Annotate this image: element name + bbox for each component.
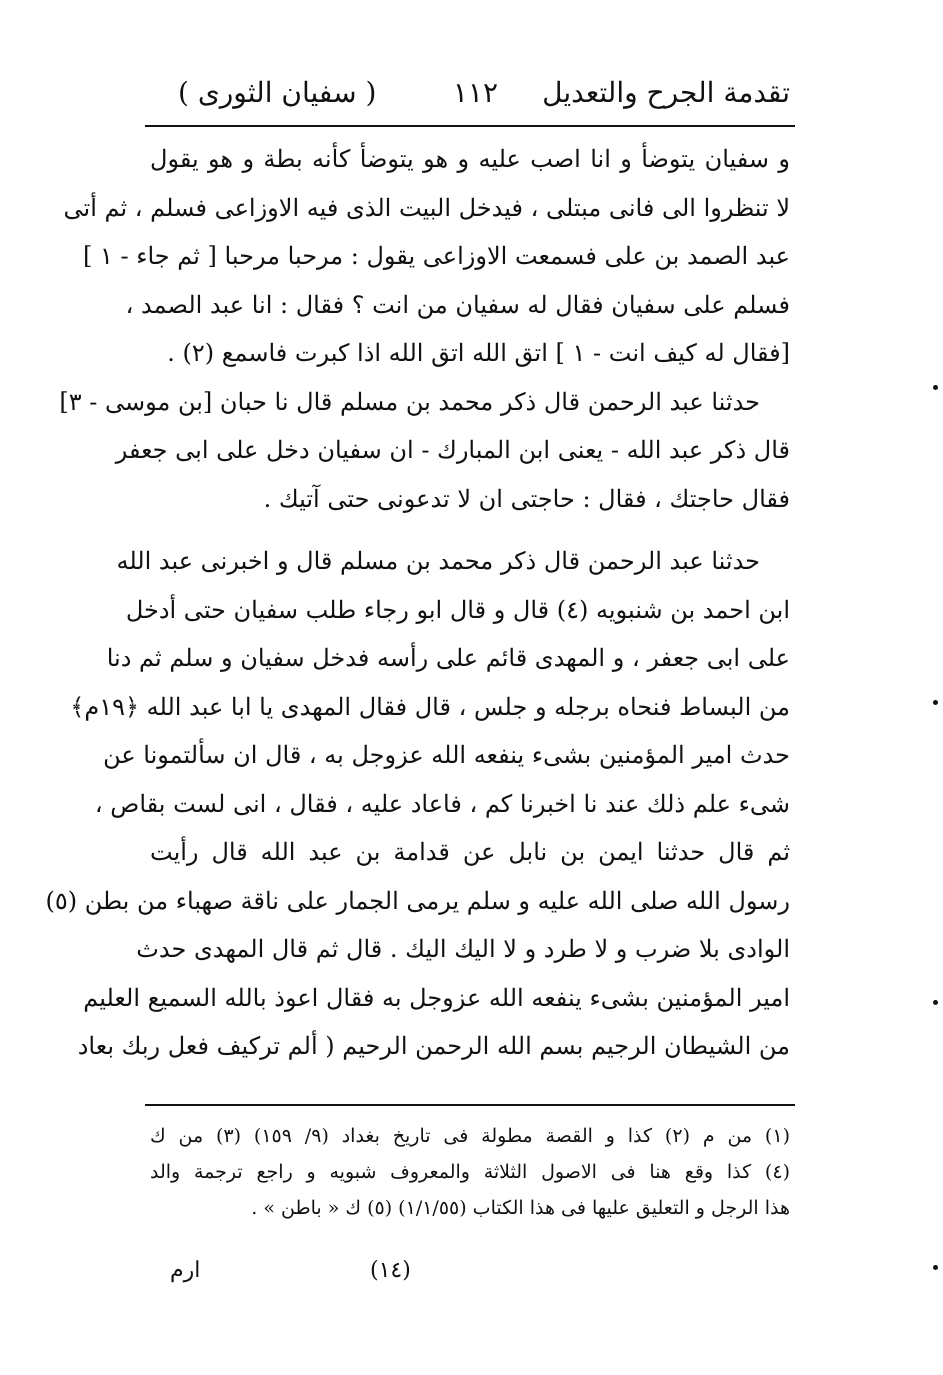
text-line: حدثنا عبد الرحمن قال ذكر محمد بن مسلم قال نا حبان [بن موسى - ٣] [59, 387, 760, 416]
book-title: تقدمة الجرح والتعديل [542, 76, 790, 109]
text-line: لا تنظروا الى فانى مبتلى ، فيدخل البيت الذى فيه الاوزاعى فسلم ، ثم أتى [63, 193, 790, 222]
page-marker: (١٤) [370, 1258, 411, 1283]
footnote-line: (٤) كذا وقع هنا فى الاصول الثلاثة والمعروف شبويه و راجع ترجمة والد [150, 1161, 790, 1183]
text-line: من البساط فنحاه برجله و جلس ، قال فقال المهدى يا ابا عبد الله ﴿١٩م﴾ [70, 692, 790, 721]
text-line: رسول الله صلى الله عليه و سلم يرمى الجمار على ناقة صهباء من بطن (٥) [45, 886, 790, 915]
margin-speck [933, 385, 938, 390]
text-line: الوادى بلا ضرب و لا طرد و لا اليك اليك . قال ثم قال المهدى حدث [136, 935, 790, 963]
signature-mark: ارم [170, 1258, 201, 1283]
text-line: على ابى جعفر ، و المهدى قائم على رأسه فدخل سفيان و سلم ثم دنا [106, 644, 790, 672]
text-line: ابن احمد بن شنبويه (٤) قال و قال ابو رجاء طلب سفيان حتى أدخل [125, 595, 790, 624]
text-line: امير المؤمنين بشىء ينفعه الله عزوجل به فقال اعوذ بالله السميع العليم [83, 983, 790, 1012]
footnote-line: (١) من م (٢) كذا و القصة مطولة فى تاريخ بغداد (٩/ ١٥٩) (٣) من ك [150, 1125, 790, 1147]
text-line: شىء علم ذلك عند نا اخبرنا كم ، فاعاد عليه ، فقال ، انى لست بقاص ، [94, 789, 790, 818]
section-title: ( سفيان الثورى ) [178, 76, 377, 109]
page-footer [150, 1258, 790, 1298]
margin-speck [933, 700, 938, 705]
footnote-line: هذا الرجل و التعليق عليها فى هذا الكتاب (١/١/٥٥) (٥) ك « باطن » . [251, 1197, 790, 1219]
text-line: قال ذكر عبد الله - يعنى ابن المبارك - ان سفيان دخل على ابى جعفر [115, 436, 790, 464]
text-line: ثم قال حدثنا ايمن بن نابل عن قدامة بن عبد الله قال رأيت [150, 838, 790, 866]
running-header [150, 70, 790, 120]
body-text [45, 135, 790, 1071]
footnote-rule [145, 1104, 795, 1106]
text-line: [فقال له كيف انت - ١ ] اتق الله اتق الله اذا كبرت فاسمع (٢) . [167, 339, 790, 367]
text-line: و سفيان يتوضأ و انا اصب عليه و هو يتوضأ كأنه بطة و هو يقول [150, 145, 790, 173]
text-line: حدثنا عبد الرحمن قال ذكر محمد بن مسلم قال و اخبرنى عبد الله [116, 547, 760, 575]
text-line: من الشيطان الرجيم بسم الله الرحمن الرحيم ( ألم تركيف فعل ربك بعاد [77, 1032, 790, 1060]
header-rule [145, 125, 795, 127]
text-line: فسلم على سفيان فقال له سفيان من انت ؟ فقال : انا عبد الصمد ، [125, 290, 790, 319]
margin-speck [933, 1265, 938, 1270]
footnotes [150, 1118, 790, 1226]
margin-speck [933, 1000, 938, 1005]
page-number: ١١٢ [452, 76, 498, 109]
text-line: عبد الصمد بن على فسمعت الاوزاعى يقول : مرحبا مرحبا [ ثم جاء - ١ ] [82, 242, 790, 270]
text-line: حدث امير المؤمنين بشىء ينفعه الله عزوجل به ، قال ان سألتمونا عن [103, 741, 790, 769]
text-line: فقال حاجتك ، فقال : حاجتى ان لا تدعونى حتى آتيك . [263, 484, 790, 513]
